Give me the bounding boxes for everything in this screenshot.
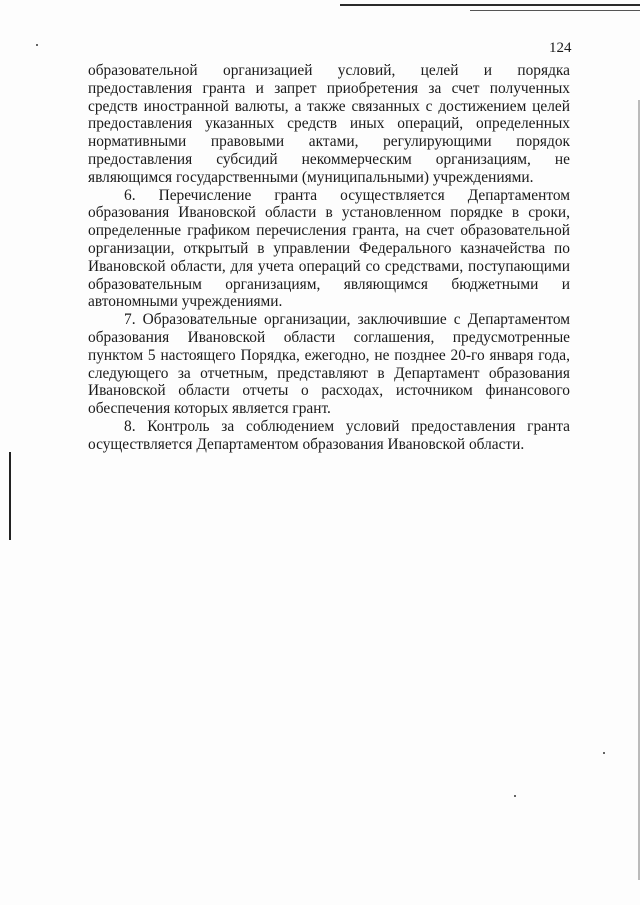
paragraph-continuation: образовательной организацией условий, целей и порядка предоставления гранта и запрет приобретения за счет полученных средств иностранной валюты, а также связанных с достижением целей предоставления указанных средств иных операций, определенных нормативными правовыми актами, регулирующими порядок предоставления субсидий некоммерческим организациям, не являющимся государственными (муниципальными) учреждениями. [88, 62, 570, 186]
scan-binding-mark [9, 452, 11, 540]
page-number: 124 [549, 40, 572, 56]
scan-edge-line-secondary [470, 10, 640, 11]
paragraph-item-6: 6. Перечисление гранта осуществляется Департаментом образования Ивановской области в установленном порядке в сроки, определенные графиком перечисления гранта, на счет образовательной организации, открытый в управлении Федерального казначейства по Ивановской области, для учета операций со средствами, поступающими образовательным организациям, являющимся бюджетными и автономными учреждениями. [88, 186, 570, 311]
paragraph-item-8: 8. Контроль за соблюдением условий предоставления гранта осуществляется Департаментом образования Ивановской области. [88, 417, 570, 453]
scan-speck [514, 795, 516, 797]
scan-speck [603, 752, 605, 754]
scan-edge-line [340, 4, 640, 6]
paragraph-item-7: 7. Образовательные организации, заключившие с Департаментом образования Ивановской области соглашения, предусмотренные пунктом 5 настоящего Порядка, ежегодно, не позднее 20-го января года, следующего за отчетным, представляют в Департамент образования Ивановской области отчеты о расходах, источником финансового обеспечения которых является грант. [88, 311, 570, 418]
scan-speck [36, 44, 38, 46]
document-body [88, 62, 570, 454]
